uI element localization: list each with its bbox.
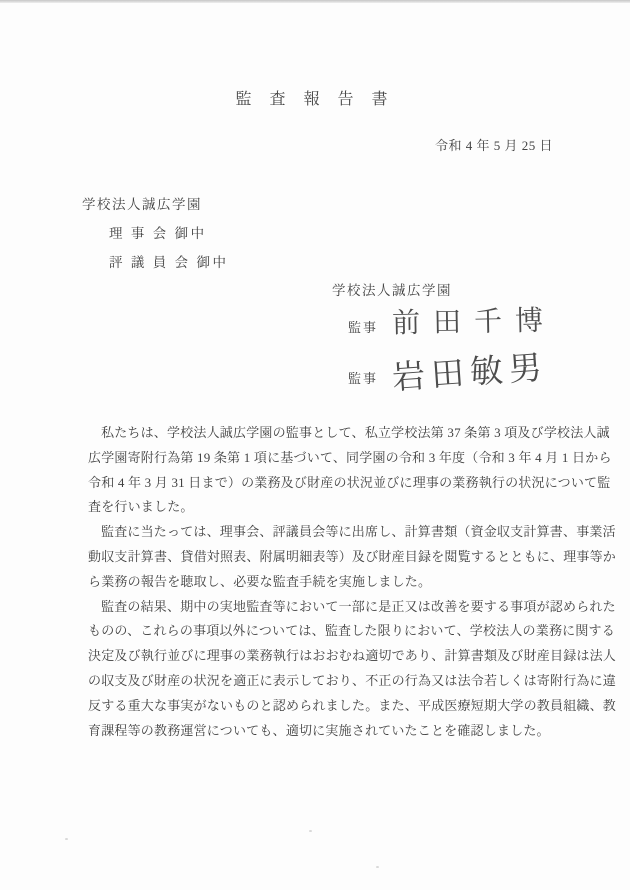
scan-speck — [376, 866, 379, 868]
scan-edge-artifact — [0, 0, 630, 3]
body-text-line: ら業務の報告を聴取し、必要な監査手続を実施しました。 — [88, 573, 432, 589]
scan-speck — [309, 830, 312, 832]
body-text-line: 監査の結果、期中の実地監査等において一部に是正又は改善を要する事項が認められた — [101, 598, 616, 614]
body-text-line: 反する重大な事実がないものと認められました。また、平成医療短期大学の教員組織、教 — [88, 697, 617, 713]
body-text-line: 査を行いました。 — [88, 499, 194, 515]
addressee-recipient: 評 議 員 会 御中 — [109, 255, 229, 270]
body-text-line: 決定及び執行並びに理事の業務執行はおおむね適切であり、計算書類及び財産目録は法人 — [88, 648, 617, 664]
signer-signature-handwritten: 岩田敏男 — [390, 350, 550, 397]
document-date: 令和 4 年 5 月 25 日 — [434, 138, 553, 153]
body-text-line: 育課程等の教務運営についても、適切に実施されていたことを確認しました。 — [88, 722, 550, 738]
body-text-line: ものの、これらの事項以外については、監査した限りにおいて、学校法人の業務に関する — [88, 623, 615, 639]
signer-row — [348, 350, 598, 407]
signer-role-label: 監事 — [348, 320, 379, 335]
body-text-line: 監査に当たっては、理事会、評議員会等に出席し、計算書類（資金収支計算書、事業活 — [101, 524, 616, 540]
body-text-line: 広学園寄附行為第 19 条第 1 項に基づいて、同学園の令和 3 年度（令和 3 年 4 月 1 日から — [88, 449, 612, 465]
addressee-recipient: 理 事 会 御中 — [109, 226, 207, 241]
signer-signature-handwritten: 前田千博 — [391, 305, 557, 340]
document-title: 監 査 報 告 書 — [235, 91, 395, 108]
scan-speck — [65, 838, 68, 840]
body-text-line: 私たちは、学校法人誠広学園の監事として、私立学校法第 37 条第 3 項及び学校法人誠 — [101, 425, 610, 440]
signer-role-label: 監事 — [348, 371, 379, 386]
addressee-block — [82, 190, 229, 277]
document-body — [88, 421, 617, 743]
signature-org: 学校法人誠広学園 — [332, 283, 452, 298]
body-text-line: 動収支計算書、貸借対照表、附属明細表等）及び財産目録を閲覧するとともに、理事等か — [88, 548, 617, 564]
body-text-line: 令和 4 年 3 月 31 日まで）の業務及び財産の状況並びに理事の業務執行の状況について監 — [88, 474, 611, 490]
addressee-org: 学校法人誠広学園 — [82, 197, 202, 212]
body-text-line: の収支及び財産の状況を適正に表示しており、不正の行為又は法令若しくは寄附行為に違 — [88, 672, 617, 688]
signature-block — [348, 305, 598, 407]
